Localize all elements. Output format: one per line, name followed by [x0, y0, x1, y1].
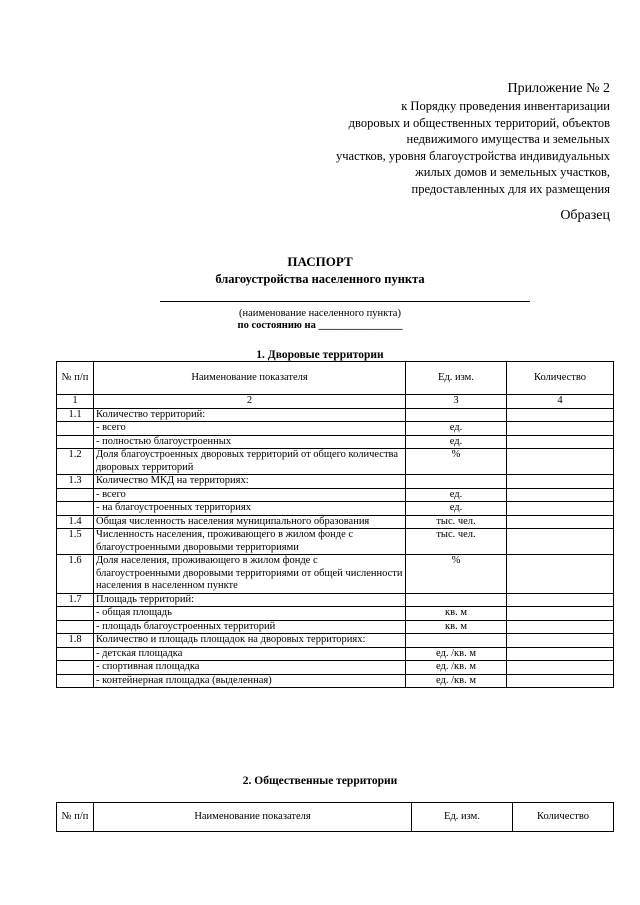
- column-number: 3: [406, 395, 507, 409]
- table-row: [57, 593, 614, 607]
- table-row: [57, 408, 614, 422]
- appendix-line: участков, уровня благоустройства индивидуальных: [336, 148, 610, 163]
- row-unit: кв. м: [406, 620, 507, 634]
- row-unit: ед. /кв. м: [406, 661, 507, 675]
- row-number: 1.5: [57, 529, 94, 555]
- row-unit: тыс. чел.: [406, 529, 507, 555]
- column-number: 2: [94, 395, 406, 409]
- row-indicator: Количество территорий:: [94, 408, 406, 422]
- sample-label: Образец: [560, 208, 610, 223]
- table-row: [57, 515, 614, 529]
- row-number: [57, 488, 94, 502]
- row-unit: тыс. чел.: [406, 515, 507, 529]
- row-indicator: - контейнерная площадка (выделенная): [94, 674, 406, 688]
- header-quantity: Количество: [507, 362, 614, 395]
- row-number: [57, 647, 94, 661]
- public-territories-table: [56, 802, 614, 832]
- table-row: [57, 661, 614, 675]
- row-unit: [406, 408, 507, 422]
- row-number: [57, 674, 94, 688]
- row-number: [57, 435, 94, 449]
- appendix-line: Приложение № 2: [507, 81, 610, 96]
- settlement-name-line: [160, 301, 530, 302]
- appendix-heading: [190, 80, 610, 197]
- row-unit: ед.: [406, 422, 507, 436]
- section-2-title: 2. Общественные территории: [242, 775, 398, 787]
- row-unit: кв. м: [406, 607, 507, 621]
- row-number: 1.2: [57, 449, 94, 475]
- appendix-line: жилых домов и земельных участков,: [415, 165, 610, 179]
- row-unit: ед. /кв. м: [406, 674, 507, 688]
- row-indicator: - детская площадка: [94, 647, 406, 661]
- row-quantity: [507, 449, 614, 475]
- as-of-date: по состоянию на ________________: [237, 320, 403, 331]
- row-quantity: [507, 435, 614, 449]
- row-indicator: - спортивная площадка: [94, 661, 406, 675]
- row-quantity: [507, 647, 614, 661]
- row-quantity: [507, 607, 614, 621]
- row-unit: [406, 475, 507, 489]
- appendix-line: недвижимого имущества и земельных: [406, 132, 610, 146]
- document-title: ПАСПОРТ: [287, 254, 353, 269]
- column-number-row: [57, 395, 614, 409]
- row-unit: %: [406, 555, 507, 594]
- header-unit: Ед. изм.: [412, 803, 513, 832]
- table-header-row: [57, 362, 614, 395]
- row-unit: ед.: [406, 502, 507, 516]
- row-number: 1.1: [57, 408, 94, 422]
- settlement-name-caption: (наименование населенного пункта): [239, 308, 401, 319]
- table-row: [57, 529, 614, 555]
- table-row: [57, 607, 614, 621]
- row-unit: ед.: [406, 435, 507, 449]
- header-unit: Ед. изм.: [406, 362, 507, 395]
- header-number: № п/п: [57, 362, 94, 395]
- table-row: [57, 634, 614, 648]
- row-number: 1.8: [57, 634, 94, 648]
- row-quantity: [507, 515, 614, 529]
- row-indicator: - площадь благоустроенных территорий: [94, 620, 406, 634]
- table-row: [57, 555, 614, 594]
- row-unit: %: [406, 449, 507, 475]
- table-row: [57, 488, 614, 502]
- row-quantity: [507, 555, 614, 594]
- appendix-line: дворовых и общественных территорий, объектов: [348, 115, 610, 130]
- table-row: [57, 449, 614, 475]
- row-number: [57, 607, 94, 621]
- appendix-line: предоставленных для их размещения: [411, 181, 610, 196]
- row-indicator: Доля населения, проживающего в жилом фонде с благоустроенными дворовыми территориями от общей численности населения в населенном пункте: [94, 555, 406, 594]
- row-number: 1.6: [57, 555, 94, 594]
- table-row: [57, 674, 614, 688]
- row-quantity: [507, 422, 614, 436]
- row-quantity: [507, 674, 614, 688]
- table-header-row: [57, 803, 614, 832]
- table-row: [57, 647, 614, 661]
- row-indicator: Количество и площадь площадок на дворовых территориях:: [94, 634, 406, 648]
- row-indicator: Общая численность населения муниципального образования: [94, 515, 406, 529]
- column-number: 1: [57, 395, 94, 409]
- row-indicator: - полностью благоустроенных: [94, 435, 406, 449]
- row-quantity: [507, 593, 614, 607]
- header-indicator: Наименование показателя: [94, 803, 412, 832]
- section-1-title: 1. Дворовые территории: [256, 349, 384, 361]
- courtyard-table: [56, 361, 614, 688]
- row-number: 1.4: [57, 515, 94, 529]
- header-quantity: Количество: [513, 803, 614, 832]
- row-unit: ед. /кв. м: [406, 647, 507, 661]
- row-quantity: [507, 529, 614, 555]
- row-indicator: Численность населения, проживающего в жилом фонде с благоустроенными дворовыми территориями: [94, 529, 406, 555]
- row-number: 1.3: [57, 475, 94, 489]
- table-row: [57, 435, 614, 449]
- row-quantity: [507, 634, 614, 648]
- row-unit: ед.: [406, 488, 507, 502]
- row-indicator: Доля благоустроенных дворовых территорий от общего количества дворовых территорий: [94, 449, 406, 475]
- table-row: [57, 502, 614, 516]
- row-number: 1.7: [57, 593, 94, 607]
- row-indicator: Количество МКД на территориях:: [94, 475, 406, 489]
- column-number: 4: [507, 395, 614, 409]
- row-number: [57, 661, 94, 675]
- row-indicator: - общая площадь: [94, 607, 406, 621]
- header-number: № п/п: [57, 803, 94, 832]
- table-row: [57, 422, 614, 436]
- row-quantity: [507, 408, 614, 422]
- table-row: [57, 475, 614, 489]
- row-indicator: - всего: [94, 422, 406, 436]
- row-unit: [406, 593, 507, 607]
- row-unit: [406, 634, 507, 648]
- row-number: [57, 502, 94, 516]
- row-number: [57, 620, 94, 634]
- row-quantity: [507, 488, 614, 502]
- document-subtitle: благоустройства населенного пункта: [215, 272, 425, 286]
- row-number: [57, 422, 94, 436]
- row-quantity: [507, 502, 614, 516]
- row-indicator: - на благоустроенных территориях: [94, 502, 406, 516]
- row-quantity: [507, 620, 614, 634]
- row-quantity: [507, 475, 614, 489]
- row-indicator: - всего: [94, 488, 406, 502]
- row-indicator: Площадь территорий:: [94, 593, 406, 607]
- appendix-line: к Порядку проведения инвентаризации: [401, 99, 610, 113]
- row-quantity: [507, 661, 614, 675]
- table-row: [57, 620, 614, 634]
- header-indicator: Наименование показателя: [94, 362, 406, 395]
